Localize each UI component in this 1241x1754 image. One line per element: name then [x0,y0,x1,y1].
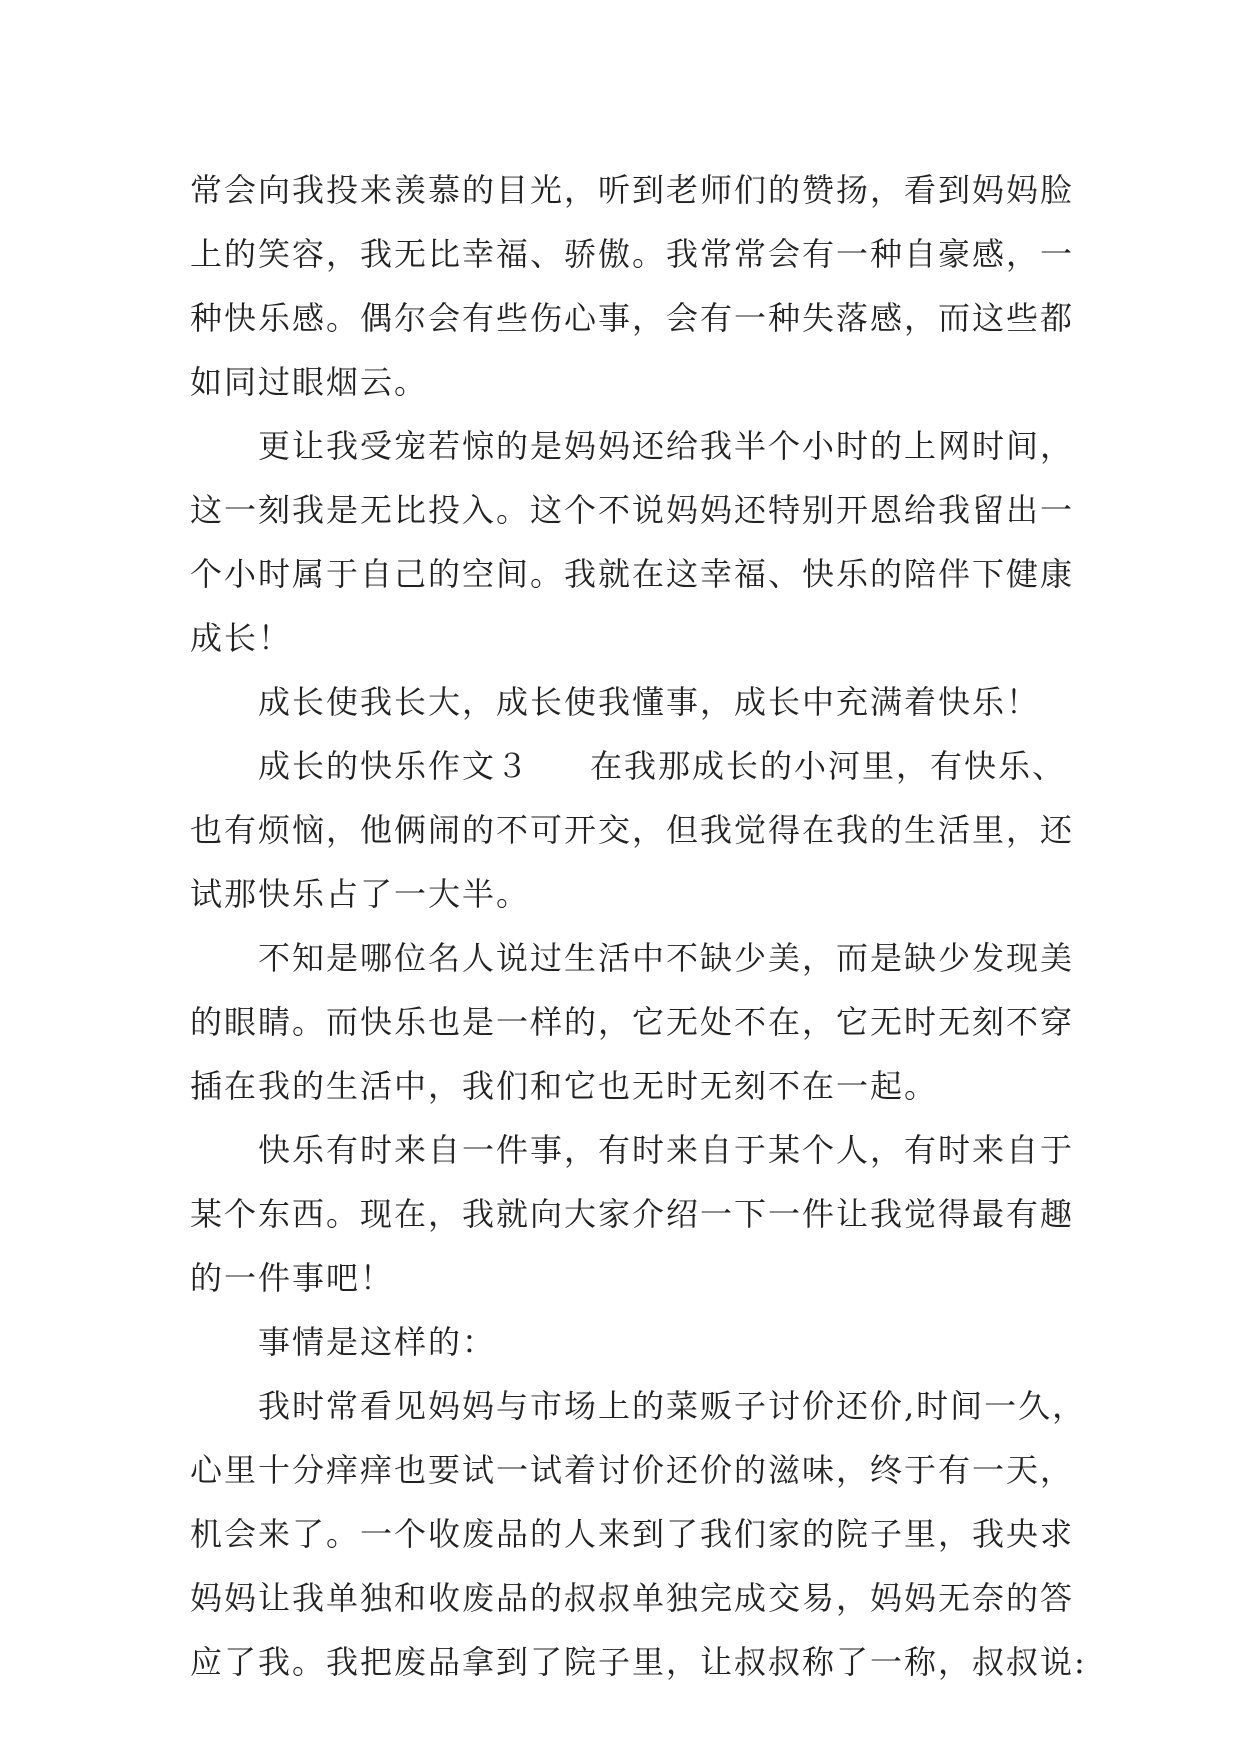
paragraph [190,1374,1087,1694]
text-line: 应了我。我把废品拿到了院子里，让叔叔称了一称，叔叔说: [190,1643,1087,1681]
text-line: 的一件事吧！ [190,1259,395,1297]
text-line: 个小时属于自己的空间。我就在这幸福、快乐的陪伴下健康 [190,555,1075,593]
paragraph [190,158,1075,414]
text-line: 的眼睛。而快乐也是一样的，它无处不在，它无时无刻不穿 [190,1003,1075,1041]
paragraph [190,926,1075,1118]
text-line: 某个东西。现在，我就向大家介绍一下一件让我觉得最有趣 [190,1195,1075,1233]
paragraph [190,734,1075,926]
paragraph [190,670,1050,734]
text-line [190,734,1067,798]
essay-heading: 成长的快乐作文３ [258,747,531,785]
text-line: 成长！ [190,619,293,657]
text-line: 上的笑容，我无比幸福、骄傲。我常常会有一种自豪感，一 [190,235,1075,273]
paragraph [190,1310,1050,1374]
text-line: 我时常看见妈妈与市场上的菜贩子讨价还价,时间一久， [258,1387,1087,1425]
text-line: 机会来了。一个收废品的人来到了我们家的院子里，我央求 [190,1515,1075,1553]
text-line: 种快乐感。偶尔会有些伤心事，会有一种失落感，而这些都 [190,299,1075,337]
text-line: 妈妈让我单独和收废品的叔叔单独完成交易，妈妈无奈的答 [190,1579,1075,1617]
paragraph [190,414,1075,670]
text-line: 常会向我投来羡慕的目光，听到老师们的赞扬，看到妈妈脸 [190,171,1075,209]
text-line: 心里十分痒痒也要试一试着讨价还价的滋味，终于有一天， [190,1451,1075,1489]
text-line: 不知是哪位名人说过生活中不缺少美，而是缺少发现美 [258,939,1075,977]
text-run: 在我那成长的小河里，有快乐、 [590,747,1067,785]
text-line: 快乐有时来自一件事，有时来自于某个人，有时来自于 [258,1131,1075,1169]
text-line: 事情是这样的： [258,1323,497,1361]
text-line: 也有烦恼，他俩闹的不可开交，但我觉得在我的生活里，还 [190,811,1075,849]
text-line: 成长使我长大，成长使我懂事，成长中充满着快乐！ [258,683,1041,721]
text-line: 插在我的生活中，我们和它也无时无刻不在一起。 [190,1067,939,1105]
text-line: 更让我受宠若惊的是妈妈还给我半个小时的上网时间， [258,427,1075,465]
text-line: 试那快乐占了一大半。 [190,875,531,913]
text-line: 这一刻我是无比投入。这个不说妈妈还特别开恩给我留出一 [190,491,1075,529]
document-body [190,158,1087,1694]
text-line: 如同过眼烟云。 [190,363,429,401]
paragraph [190,1118,1075,1310]
